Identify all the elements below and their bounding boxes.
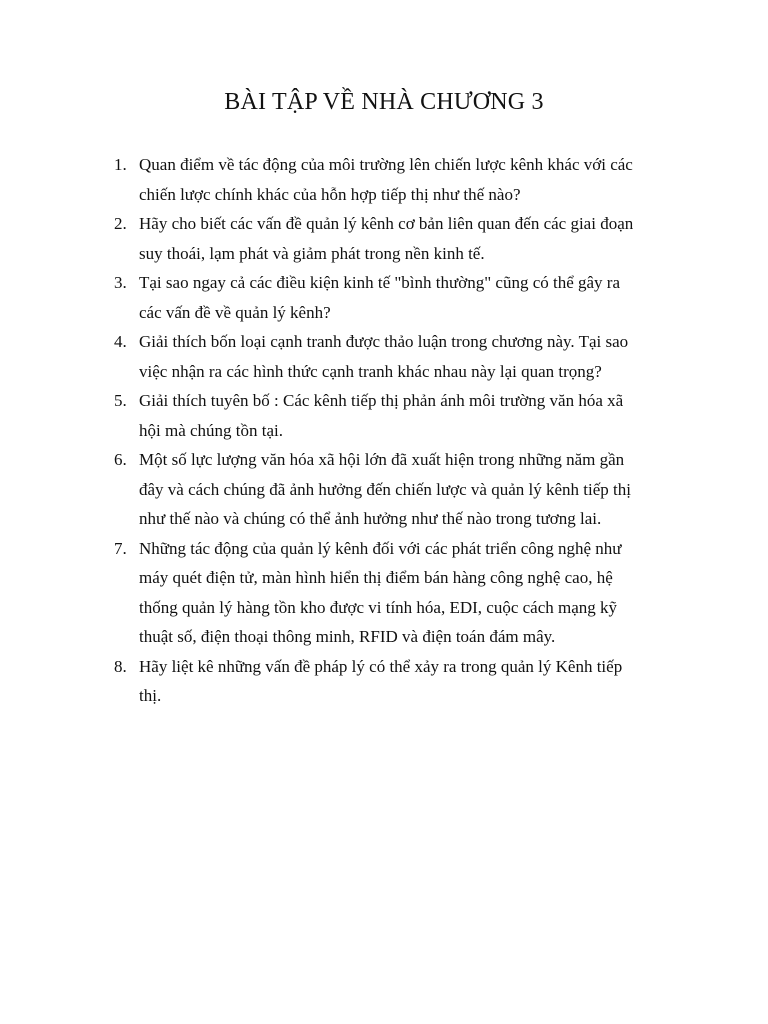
question-text-line: chiến lược chính khác của hỗn hợp tiếp thị như thế nào?: [139, 184, 521, 204]
question-text-line: như thế nào và chúng có thể ảnh hưởng như thế nào trong tương lai.: [139, 509, 602, 528]
question-text-line: thị.: [139, 686, 162, 705]
question-text-line: hội mà chúng tồn tại.: [139, 420, 284, 440]
question-text-line: Quan điểm về tác động của môi trường lên chiến lược kênh khác với các: [139, 155, 633, 174]
question-number: 7.: [114, 538, 127, 558]
question-text-line: Hãy cho biết các vấn đề quản lý kênh cơ bản liên quan đến các giai đoạn: [139, 214, 634, 233]
question-number: 1.: [114, 155, 127, 174]
question-item: [114, 209, 669, 268]
question-item: [114, 386, 669, 445]
question-text-line: thống quản lý hàng tồn kho được vi tính hóa, EDI, cuộc cách mạng kỹ: [139, 597, 618, 617]
question-item: [114, 327, 669, 386]
question-text-line: máy quét điện tử, màn hình hiển thị điểm bán hàng công nghệ cao, hệ: [139, 568, 613, 587]
question-item: [114, 268, 669, 327]
question-text-line: Tại sao ngay cả các điều kiện kinh tế "bình thường" cũng có thể gây ra: [139, 273, 621, 292]
question-text-line: Giải thích tuyên bố : Các kênh tiếp thị phản ánh môi trường văn hóa xã: [139, 391, 624, 410]
question-text-line: việc nhận ra các hình thức cạnh tranh khác nhau này lại quan trọng?: [139, 361, 602, 381]
question-number: 3.: [114, 273, 127, 292]
question-text-line: Một số lực lượng văn hóa xã hội lớn đã xuất hiện trong những năm gần: [139, 450, 625, 469]
question-item: [114, 534, 669, 652]
question-number: 4.: [114, 332, 127, 351]
question-item: [114, 652, 669, 711]
question-item: [114, 150, 669, 209]
question-text-line: Những tác động của quản lý kênh đối với các phát triển công nghệ như: [139, 538, 622, 558]
question-text-line: suy thoái, lạm phát và giảm phát trong nền kinh tế.: [139, 243, 485, 263]
question-list: [114, 150, 669, 711]
question-number: 6.: [114, 450, 127, 469]
question-number: 2.: [114, 214, 127, 233]
question-item: [114, 445, 669, 534]
question-text-line: đây và cách chúng đã ảnh hưởng đến chiến lược và quản lý kênh tiếp thị: [139, 479, 631, 499]
question-text-line: Hãy liệt kê những vấn đề pháp lý có thể xảy ra trong quản lý Kênh tiếp: [139, 656, 623, 676]
question-number: 8.: [114, 656, 127, 676]
question-text-line: các vấn đề về quản lý kênh?: [139, 302, 331, 322]
question-text-line: thuật số, điện thoại thông minh, RFID và điện toán đám mây.: [139, 627, 556, 646]
question-text-line: Giải thích bốn loại cạnh tranh được thảo luận trong chương này. Tại sao: [139, 332, 629, 351]
question-number: 5.: [114, 391, 127, 410]
page-title: BÀI TẬP VỀ NHÀ CHƯƠNG 3: [224, 89, 544, 115]
